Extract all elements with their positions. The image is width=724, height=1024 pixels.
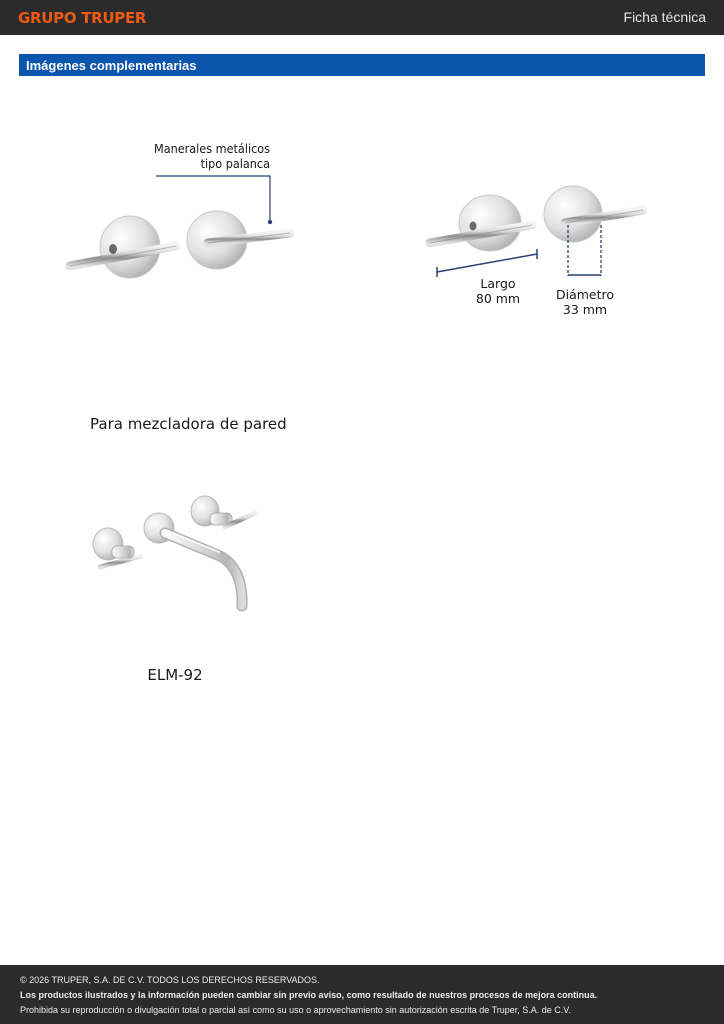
section-title: Imágenes complementarias xyxy=(26,58,197,73)
lever-callout-label xyxy=(120,142,270,172)
footer-copyright: © 2026 TRUPER, S.A. DE C.V. TODOS LOS DERECHOS RESERVADOS. xyxy=(20,975,320,985)
length-value: 80 mm xyxy=(475,290,521,306)
wall-mixer-image xyxy=(93,496,255,606)
brand-logo: GRUPO TRUPER xyxy=(18,9,147,27)
diameter-value: 33 mm xyxy=(562,301,608,317)
length-label-text: Largo xyxy=(480,276,516,291)
footer-disclaimer: Los productos ilustrados y la información pueden cambiar sin previo aviso, como resultado de nuestros procesos de mejora continua. xyxy=(20,990,598,1000)
lever-label-line1: Manerales metálicos xyxy=(154,141,270,156)
length-dimension xyxy=(437,249,537,277)
length-label xyxy=(459,277,537,307)
footer xyxy=(0,965,724,1024)
document-type: Ficha técnica xyxy=(623,9,706,25)
model-code: ELM-92 xyxy=(147,666,203,684)
footer-prohibition: Prohibida su reproducción o divulgación total o parcial así como su uso o aprovechamiento sin autorización escrita de Truper, S.A. de C.V. xyxy=(20,1005,571,1015)
diameter-label-text: Diámetro xyxy=(555,287,615,302)
lever-label-line2: tipo palanca xyxy=(200,155,270,171)
wall-mixer-caption: Para mezcladora de pared xyxy=(90,415,287,433)
diameter-label xyxy=(550,288,620,318)
dimension-handles-image xyxy=(430,186,643,251)
lever-handles-image xyxy=(70,211,290,278)
